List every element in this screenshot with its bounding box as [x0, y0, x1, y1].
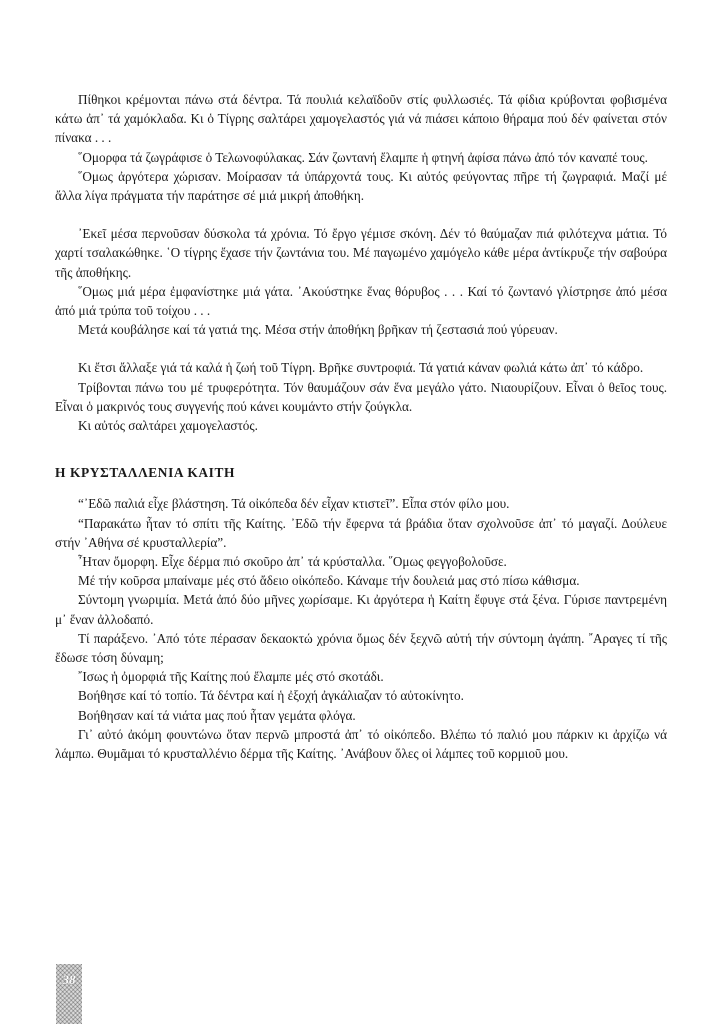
paragraph: ῞Ομως μιά μέρα ἐμφανίστηκε μιά γάτα. ᾽Ακούστηκε ἕνας θόρυβος . . . Καί τό ζωντανό γλίστρησε ἀπό μέσα ἀπό μιά τρύπα τοῦ τοίχου . . .	[55, 283, 667, 319]
paragraph: Πίθηκοι κρέμονται πάνω στά δέντρα. Τά πουλιά κελαϊδοῦν στίς φυλλωσιές. Τά φίδια κρύβονται φοβισμένα κάτω ἀπ᾽ τά χαμόκλαδα. Κι ὁ Τίγρης σαλτάρει χαμογελαστός γιά νά πιάσει κάποιο θήραμα πού δέν φαίνεται στόν πίνακα . . .	[55, 92, 667, 146]
page-content	[55, 90, 667, 763]
paragraph: Τρίβονται πάνω του μέ τρυφερότητα. Τόν θαυμάζουν σάν ἕνα μεγάλο γάτο. Νιαουρίζουν. Εἶναι ὁ θεῖος τους. Εἶναι ὁ μακρινός τους συγγενής πού κάνει κουμάντο στήν ζούγκλα.	[55, 379, 667, 414]
paragraph: Κι αὐτός σαλτάρει χαμογελαστός.	[78, 418, 258, 434]
section-tiger-painting	[55, 90, 667, 205]
paragraph: ῞Ομως ἀργότερα χώρισαν. Μοίρασαν τά ὑπάρχοντά τους. Κι αὐτός φεύγοντας πῆρε τή ζωγραφιά. Μαζί μέ ἄλλα λίγα πράγματα τήν παράτησε σέ μιά μικρή ἀποθήκη.	[55, 168, 667, 204]
paragraph: Βοήθησαν καί τά νιάτα μας πού ἦταν γεμάτα φλόγα.	[78, 707, 356, 723]
section-crystal-kaiti	[55, 494, 667, 763]
paragraph: ῎Ισως ἡ ὀμορφιά τῆς Καίτης πού ἔλαμπε μές στό σκοτάδι.	[78, 669, 384, 685]
paragraph: Κι ἔτσι ἄλλαξε γιά τά καλά ἡ ζωή τοῦ Τίγρη. Βρῆκε συντροφιά. Τά γατιά κάναν φωλιά κάτω ἀπ᾽ τό κάδρο.	[78, 360, 644, 376]
page-number-tab	[56, 964, 82, 1024]
paragraph: Γι᾽ αὐτό ἀκόμη φουντώνω ὅταν περνῶ μπροστά ἀπ᾽ τό οἰκόπεδο. Βλέπω τό παλιό μου πάρκιν κι ἀρχίζω νά λάμπω. Θυμᾶμαι τό κρυσταλλένιο δέρμα τῆς Καίτης. ᾽Ανάβουν ὅλες οἱ λάμπες τοῦ κορμιοῦ μου.	[55, 726, 667, 762]
section-cats	[55, 358, 667, 435]
paragraph: ᾽Εκεῖ μέσα περνοῦσαν δύσκολα τά χρόνια. Τό ἔργο γέμισε σκόνη. Δέν τό θαύμαζαν πιά φιλότεχνα μάτια. Τό χαρτί τσαλακώθηκε. ῾Ο τίγρης ἔχασε τήν ζωντάνια του. Μέ παγωμένο χαμόγελο κάθε μέρα ἀντίκρυζε τήν σαβούρα τῆς ἀποθήκης.	[55, 226, 667, 280]
paragraph: ῞Ομορφα τά ζωγράφισε ὁ Τελωνοφύλακας. Σάν ζωντανή ἔλαμπε ἡ φτηνή ἀφίσα πάνω ἀπό τόν καναπέ τους.	[78, 149, 648, 165]
paragraph: “᾽Εδῶ παλιά εἶχε βλάστηση. Τά οἰκόπεδα δέν εἶχαν κτιστεῖ”. Εἶπα στόν φίλο μου.	[78, 496, 510, 512]
paragraph: Σύντομη γνωριμία. Μετά ἀπό δύο μῆνες χωρίσαμε. Κι ἀργότερα ἡ Καίτη ἔφυγε στά ξένα. Γύρισε παντρεμένη μ᾽ ἕναν ἀλλοδαπό.	[55, 592, 667, 627]
story-title: Η ΚΡΥΣΤΑΛΛΕΝΙΑ ΚΑΙΤΗ	[55, 465, 236, 481]
paragraph: Μέ τήν κοῦρσα μπαίναμε μές στό ἄδειο οἰκόπεδο. Κάναμε τήν δουλειά μας στό πίσω κάθισμα.	[78, 573, 580, 589]
section-gap	[55, 339, 667, 358]
paragraph: Μετά κουβάλησε καί τά γατιά της. Μέσα στήν ἀποθήκη βρῆκαν τή ζεστασιά πού γύρευαν.	[78, 322, 558, 338]
paragraph: “Παρακάτω ἦταν τό σπίτι τῆς Καίτης. ᾽Εδῶ τήν ἔφερνα τά βράδια ὅταν σχολνοῦσε ἀπ᾽ τό μαγαζί. Δούλευε στήν ᾽Αθήνα σέ κρυσταλλερία”.	[55, 515, 667, 550]
section-gap	[55, 205, 667, 224]
paragraph: ῏Ηταν ὄμορφη. Εἶχε δέρμα πιό σκοῦρο ἀπ᾽ τά κρύσταλλα. ῞Ομως φεγγοβολοῦσε.	[78, 554, 507, 570]
paragraph: Βοήθησε καί τό τοπίο. Τά δέντρα καί ἡ ἐξοχή ἀγκάλιαζαν τό αὐτοκίνητο.	[78, 688, 464, 704]
page-number: 38	[62, 972, 76, 987]
section-storage-room	[55, 224, 667, 339]
paragraph: Τί παράξενο. ᾽Από τότε πέρασαν δεκαοκτώ χρόνια ὅμως δέν ξεχνῶ αὐτή τήν σύντομη ἀγάπη. ῎Αραγες τί τῆς ἔδωσε τόση δύναμη;	[55, 630, 667, 666]
